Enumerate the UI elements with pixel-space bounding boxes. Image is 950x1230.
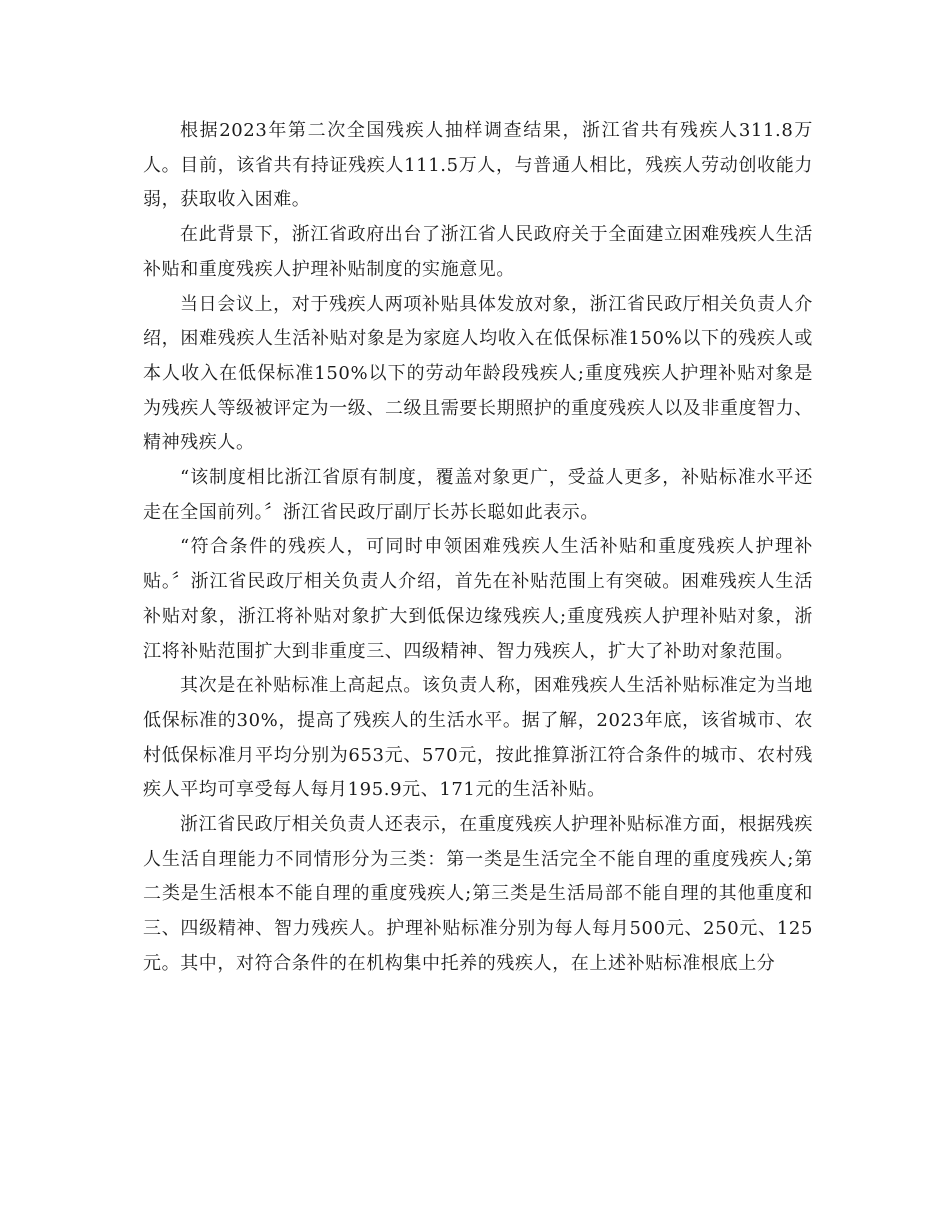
paragraph-5: “符合条件的残疾人，可同时申领困难残疾人生活补贴和重度残疾人护理补贴。〞浙江省民政厅相关负责人介绍，首先在补贴范围上有突破。困难残疾人生活补贴对象，浙江将补贴对象扩大到低保边缘残疾人;重度残疾人护理补贴对象，浙江将补贴范围扩大到非重度三、四级精神、智力残疾人，扩大了补助对象范围。 (143, 536, 813, 662)
paragraph-4: “该制度相比浙江省原有制度，覆盖对象更广，受益人更多，补贴标准水平还走在全国前列。〞浙江省民政厅副厅长苏长聪如此表示。 (143, 467, 813, 523)
paragraph-1: 根据2023年第二次全国残疾人抽样调查结果，浙江省共有残疾人311.8万人。目前，该省共有持证残疾人111.5万人，与普通人相比，残疾人劳动创收能力弱，获取收入困难。 (143, 120, 813, 211)
paragraph-6: 其次是在补贴标准上高起点。该负责人称，困难残疾人生活补贴标准定为当地低保标准的30%，提高了残疾人的生活水平。据了解，2023年底，该省城市、农村低保标准月平均分别为653元、570元，按此推算浙江符合条件的城市、农村残疾人平均可享受每人每月195.9元、171元的生活补贴。 (143, 675, 813, 801)
paragraph-2: 在此背景下，浙江省政府出台了浙江省人民政府关于全面建立困难残疾人生活补贴和重度残疾人护理补贴制度的实施意见。 (143, 224, 813, 280)
paragraph-3: 当日会议上，对于残疾人两项补贴具体发放对象，浙江省民政厅相关负责人介绍，困难残疾人生活补贴对象是为家庭人均收入在低保标准150%以下的残疾人或本人收入在低保标准150%以下的劳动年龄段残疾人;重度残疾人护理补贴对象是为残疾人等级被评定为一级、二级且需要长期照护的重度残疾人以及非重度智力、精神残疾人。 (143, 293, 813, 454)
paragraph-7: 浙江省民政厅相关负责人还表示，在重度残疾人护理补贴标准方面，根据残疾人生活自理能力不同情形分为三类：第一类是生活完全不能自理的重度残疾人;第二类是生活根本不能自理的重度残疾人;第三类是生活局部不能自理的其他重度和三、四级精神、智力残疾人。护理补贴标准分别为每人每月500元、250元、125元。其中，对符合条件的在机构集中托养的残疾人，在上述补贴标准根底上分 (143, 814, 813, 974)
document-body (143, 114, 813, 982)
